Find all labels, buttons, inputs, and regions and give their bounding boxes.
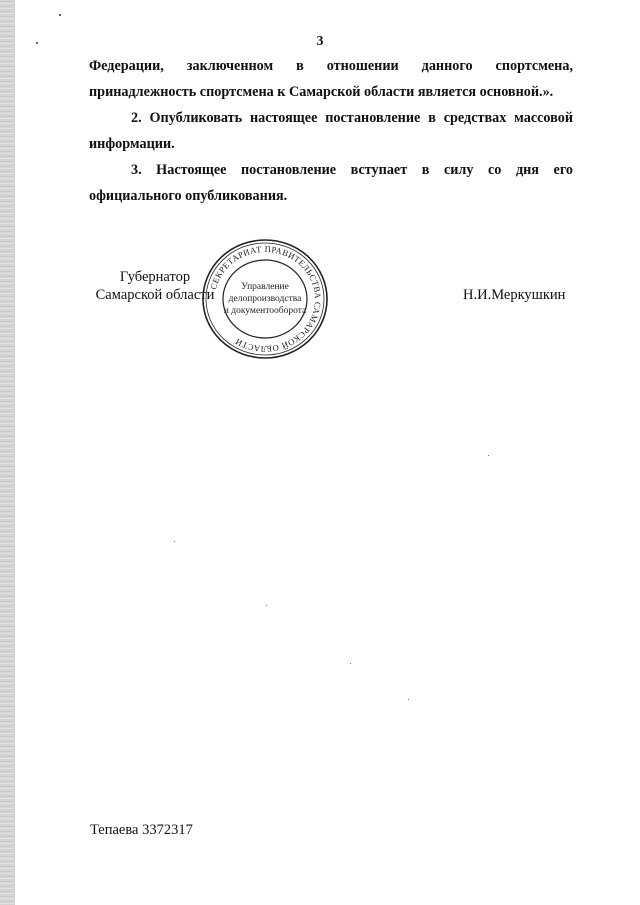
scan-speck bbox=[488, 455, 489, 456]
scan-edge-line bbox=[14, 0, 15, 905]
scan-speck bbox=[174, 541, 175, 542]
scan-edge bbox=[0, 0, 14, 905]
paragraph-line: информации. bbox=[89, 136, 175, 152]
svg-text:делопроизводства: делопроизводства bbox=[228, 294, 302, 304]
scan-speck bbox=[350, 663, 351, 664]
executor-contact: Тепаева 3372317 bbox=[90, 822, 193, 838]
scan-speck bbox=[266, 605, 267, 606]
paragraph-line: 3. Настоящее постановление вступает в силу со дня его bbox=[131, 162, 573, 178]
signatory-name: Н.И.Меркушкин bbox=[463, 287, 566, 303]
scan-speck bbox=[59, 14, 61, 16]
scan-speck bbox=[408, 699, 409, 700]
official-seal bbox=[201, 238, 329, 360]
paragraph-line: официального опубликования. bbox=[89, 188, 288, 204]
page-number: 3 bbox=[316, 34, 324, 49]
paragraph-continuation bbox=[89, 53, 573, 105]
paragraph-item-2 bbox=[89, 105, 573, 157]
position-line: Самарской области bbox=[95, 287, 215, 303]
paragraph-line: 2. Опубликовать настоящее постановление в средствах массовой bbox=[131, 110, 573, 126]
position-line: Губернатор bbox=[119, 269, 191, 285]
svg-text:СЕКРЕТАРИАТ ПРАВИТЕЛЬСТВА САМА: СЕКРЕТАРИАТ ПРАВИТЕЛЬСТВА САМАРСКОЙ ОБЛАСТИ bbox=[208, 243, 324, 355]
svg-text:Управление: Управление bbox=[241, 282, 289, 292]
paragraph-line: принадлежность спортсмена к Самарской области является основной.». bbox=[89, 84, 554, 100]
svg-text:и документооборота: и документооборота bbox=[223, 306, 307, 316]
paragraph-item-3 bbox=[89, 157, 573, 209]
paragraph-line: Федерации, заключенном в отношении данного спортсмена, bbox=[89, 58, 573, 74]
